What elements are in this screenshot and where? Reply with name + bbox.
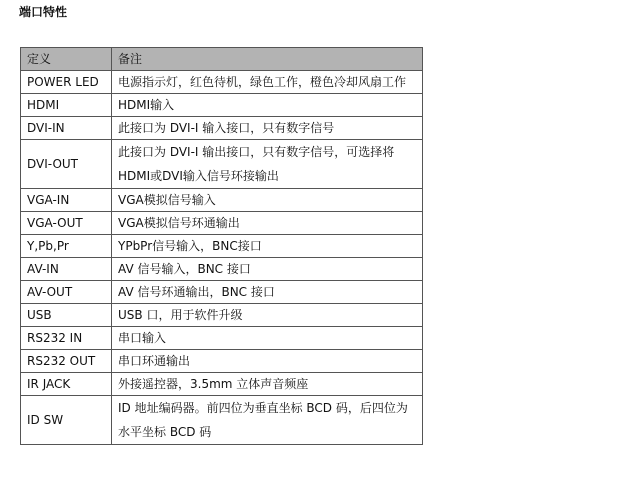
table-row	[21, 350, 423, 373]
table-row	[21, 212, 423, 235]
header-definition: 定义	[21, 48, 112, 71]
port-note: YPbPr信号输入，BNC接口	[112, 235, 423, 258]
port-note: 此接口为 DVI-I 输入接口，只有数字信号	[112, 117, 423, 140]
table-row	[21, 117, 423, 140]
table-row	[21, 396, 423, 445]
port-name: RS232 IN	[21, 327, 112, 350]
table-row	[21, 189, 423, 212]
port-note: HDMI输入	[112, 94, 423, 117]
port-name: VGA-OUT	[21, 212, 112, 235]
table-header-row	[21, 48, 423, 71]
port-name: HDMI	[21, 94, 112, 117]
port-note-line: HDMI或DVI输入信号环接输出	[118, 169, 279, 183]
table-row	[21, 304, 423, 327]
port-note: VGA模拟信号环通输出	[112, 212, 423, 235]
table-row	[21, 281, 423, 304]
table-row	[21, 235, 423, 258]
header-remarks: 备注	[112, 48, 423, 71]
section-title: 端口特性	[19, 5, 68, 19]
port-name: AV-IN	[21, 258, 112, 281]
port-note: VGA模拟信号输入	[112, 189, 423, 212]
port-name: DVI-OUT	[21, 140, 112, 189]
port-name: VGA-IN	[21, 189, 112, 212]
port-name: ID SW	[21, 396, 112, 445]
port-name: AV-OUT	[21, 281, 112, 304]
table-row	[21, 140, 423, 189]
table-row	[21, 327, 423, 350]
port-spec-table	[20, 47, 423, 445]
port-note-line: 此接口为 DVI-I 输出接口，只有数字信号，可选择将	[118, 145, 395, 159]
port-name: DVI-IN	[21, 117, 112, 140]
port-name: USB	[21, 304, 112, 327]
port-name: POWER LED	[21, 71, 112, 94]
port-note: 串口输入	[112, 327, 423, 350]
port-note	[112, 396, 423, 445]
port-note	[112, 140, 423, 189]
port-note: 电源指示灯，红色待机，绿色工作，橙色冷却风扇工作	[112, 71, 423, 94]
port-name: Y,Pb,Pr	[21, 235, 112, 258]
port-note-line: ID 地址编码器。前四位为垂直坐标 BCD 码，后四位为	[118, 401, 408, 415]
table-row	[21, 71, 423, 94]
port-note: AV 信号输入，BNC 接口	[112, 258, 423, 281]
port-name: IR JACK	[21, 373, 112, 396]
table-row	[21, 258, 423, 281]
port-note: USB 口，用于软件升级	[112, 304, 423, 327]
port-note: AV 信号环通输出，BNC 接口	[112, 281, 423, 304]
table-row	[21, 373, 423, 396]
table-row	[21, 94, 423, 117]
port-note: 外接遥控器，3.5mm 立体声音频座	[112, 373, 423, 396]
port-note-line: 水平坐标 BCD 码	[118, 425, 212, 439]
port-note: 串口环通输出	[112, 350, 423, 373]
port-name: RS232 OUT	[21, 350, 112, 373]
